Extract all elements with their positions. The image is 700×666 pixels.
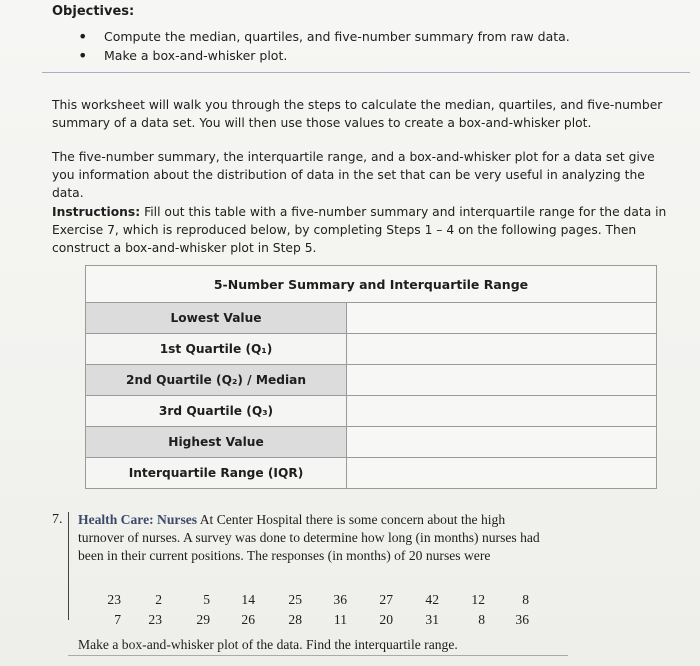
row-label-q1: 1st Quartile (Q₁) xyxy=(86,334,347,365)
lowest-value-field[interactable] xyxy=(347,303,657,334)
q3-value-field[interactable] xyxy=(347,396,657,427)
five-number-summary-table xyxy=(85,265,657,489)
data-value: 26 xyxy=(241,612,255,627)
data-value: 5 xyxy=(203,592,210,607)
data-value: 20 xyxy=(379,612,393,627)
instructions-text: Fill out this table with a five-number summary and interquartile range for the data in Exercise 7, which is reproduced below, by completing Steps 1 – 4 on the following pages. Then construct a box-and-whisker plot in Step 5. xyxy=(52,205,667,255)
iqr-value-field[interactable] xyxy=(347,458,657,489)
intro-paragraph: This worksheet will walk you through the steps to calculate the median, quartiles, and five-number summary of a data set. You will then use those values to create a box-and-whisker plot. xyxy=(52,98,663,130)
data-row-2 xyxy=(0,612,700,630)
data-value: 2 xyxy=(155,592,162,607)
data-value: 31 xyxy=(425,612,439,627)
objectives-list xyxy=(78,27,570,65)
table-row xyxy=(86,458,657,489)
data-value: 23 xyxy=(148,612,162,627)
exercise-heading: Health Care: Nurses xyxy=(78,512,198,527)
data-value: 7 xyxy=(114,612,121,627)
data-value: 28 xyxy=(288,612,302,627)
objectives-title: Objectives: xyxy=(52,4,135,19)
data-value: 12 xyxy=(471,592,485,607)
data-value: 25 xyxy=(288,592,302,607)
summary-paragraph: The five-number summary, the interquartile range, and a box-and-whisker plot for a data set give you information about the distribution of data in the set that can be very useful in analyzing the data. xyxy=(52,150,655,200)
instructions-label: Instructions: xyxy=(52,205,141,219)
table-row xyxy=(86,396,657,427)
instructions-paragraph xyxy=(52,203,672,257)
table-row xyxy=(86,303,657,334)
objective-item: • Make a box-and-whisker plot. xyxy=(78,46,570,65)
exercise-number: 7. xyxy=(52,512,63,527)
data-value: 11 xyxy=(333,612,347,627)
exercise-bottom-line xyxy=(68,655,568,656)
row-label-lowest: Lowest Value xyxy=(86,303,347,334)
highest-value-field[interactable] xyxy=(347,427,657,458)
row-label-highest: Highest Value xyxy=(86,427,347,458)
exercise-prompt xyxy=(78,511,548,565)
data-value: 29 xyxy=(196,612,210,627)
data-value: 42 xyxy=(425,592,439,607)
table-title: 5-Number Summary and Interquartile Range xyxy=(86,266,657,303)
data-value: 14 xyxy=(241,592,255,607)
exercise-question: Make a box-and-whisker plot of the data. Find the interquartile range. xyxy=(78,637,458,652)
data-value: 8 xyxy=(478,612,485,627)
objective-item: • Compute the median, quartiles, and five-number summary from raw data. xyxy=(78,27,570,46)
row-label-iqr: Interquartile Range (IQR) xyxy=(86,458,347,489)
table-row xyxy=(86,334,657,365)
row-label-q3: 3rd Quartile (Q₃) xyxy=(86,396,347,427)
exercise-text: At Center Hospital there is some concern about the high turnover of nurses. A survey was done to determine how long (in months) nurses had been in their current positions. The responses (in months) of 20 nurses were xyxy=(78,512,540,563)
table-row xyxy=(86,365,657,396)
section-divider xyxy=(42,72,690,73)
data-row-1 xyxy=(0,592,700,610)
q1-value-field[interactable] xyxy=(347,334,657,365)
data-value: 36 xyxy=(333,592,347,607)
data-value: 36 xyxy=(515,612,529,627)
data-value: 23 xyxy=(107,592,121,607)
median-value-field[interactable] xyxy=(347,365,657,396)
data-value: 8 xyxy=(522,592,529,607)
table-row xyxy=(86,427,657,458)
data-value: 27 xyxy=(379,592,393,607)
row-label-median: 2nd Quartile (Q₂) / Median xyxy=(86,365,347,396)
